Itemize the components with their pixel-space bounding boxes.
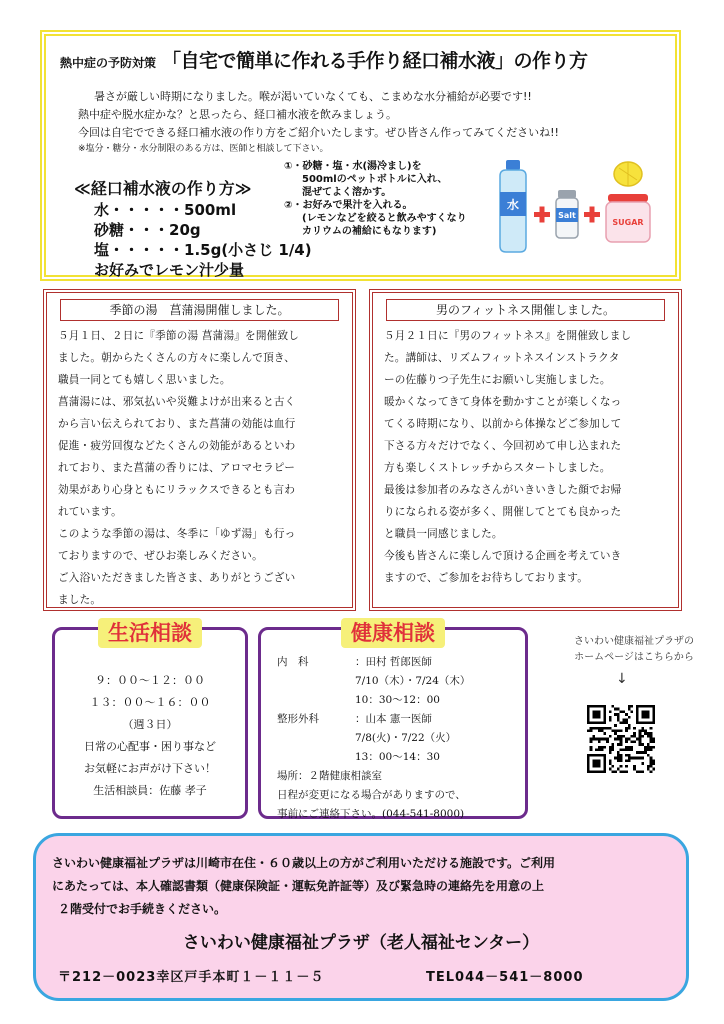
facility-address: 〒212－0023幸区戸手本町１－１１－５ <box>58 970 325 985</box>
consult-notice: 日程が変更になる場合がありますので、 <box>277 789 466 801</box>
svg-text:水: 水 <box>506 198 520 212</box>
qr-caption-line: さいわい健康福祉プラザの <box>574 636 694 647</box>
dept-label: 内 科 <box>277 656 309 668</box>
life-consultation-box <box>52 621 248 819</box>
article-title: 季節の湯 菖蒲湯開催しました。 <box>60 299 339 321</box>
qr-caption <box>552 634 716 666</box>
article-line: ーの佐藤りつ子先生にお願いし実施しました。 <box>384 374 611 386</box>
intro-line: 今回は自宅でできる経口補水液の作り方をご紹介いたします。ぜひ皆さん作ってみてくださいね!! <box>78 126 559 139</box>
article-mens-fitness <box>369 289 682 611</box>
life-consultation-label: 生活相談 <box>98 618 202 648</box>
health-consultation-box <box>258 621 528 820</box>
article-line: れています。 <box>58 506 122 518</box>
consult-place: 場所：２階健康相談室 <box>277 770 382 782</box>
recipe-item: お好みでレモン汁少量 <box>94 261 245 279</box>
schedule-dates: 7/10（木）・7/24（木） <box>355 675 471 687</box>
heatstroke-section <box>40 30 681 281</box>
article-line: ておりますので、ぜひお楽しみください。 <box>58 550 263 562</box>
article-line: りになられる姿が多く、開催してとても良かった <box>384 506 622 518</box>
homepage-qr-code[interactable] <box>587 705 655 773</box>
article-line: ５月１日、２日に『季節の湯 菖蒲湯』を開催致し <box>58 330 300 342</box>
heading-prefix: 熱中症の予防対策 <box>60 56 157 70</box>
plus-icon <box>534 207 550 223</box>
article-line: 菖蒲湯には、邪気払いや災難よけが出来ると古く <box>58 396 296 408</box>
article-line: このような季節の湯は、冬季に「ゆず湯」も行っ <box>58 528 296 540</box>
water-bottle-icon <box>500 160 526 252</box>
schedule-dates: 7/8(火)・7/22（火） <box>355 732 457 744</box>
salt-shaker-icon <box>556 190 578 238</box>
heatstroke-heading <box>60 46 588 73</box>
article-line: た。講師は、リズムフィットネスインストラクタ <box>384 352 620 364</box>
step-line: ①・砂糖・塩・水(湯冷まし)を <box>284 161 422 172</box>
intro-text <box>70 88 670 156</box>
recipe <box>74 176 312 280</box>
schedule-time: 10：30～12：00 <box>355 694 440 706</box>
life-consult-line: お気軽にお声がけ下さい！ <box>84 762 216 775</box>
life-consult-line: ９：００～１２：００ <box>95 674 205 687</box>
intro-line: 熱中症や脱水症かな？と思ったら、経口補水液を飲みましょう。 <box>78 108 397 121</box>
down-arrow-icon: ↓ <box>616 671 628 687</box>
article-line: 暖かくなってきて身体を動かすことが楽しくなっ <box>384 396 622 408</box>
article-line: から言い伝えられており、また菖蒲の効能は血行 <box>58 418 296 430</box>
plus-icon <box>584 207 600 223</box>
step-line: カリウムの補給にもなります) <box>302 226 437 237</box>
recipe-title: ≪経口補水液の作り方≫ <box>74 179 252 198</box>
article-line: 職員一同とても嬉しく思いました。 <box>58 374 231 386</box>
step-line: 500mlのペットボトルに入れ、 <box>302 174 448 185</box>
usage-line: にあたっては、本人確認書類（健康保険証・運転免許証等）及び緊急時の連絡先を用意の上 <box>52 879 545 893</box>
recipe-item: 塩・・・・・1.5g(小さじ 1/4) <box>94 241 312 259</box>
recipe-item: 砂糖・・・20g <box>94 221 201 239</box>
doctor-name: ：田村 哲郎医師 <box>355 656 432 668</box>
recipe-steps <box>284 160 467 238</box>
article-line: 最後は参加者のみなさんがいきいきした顔でお帰 <box>384 484 622 496</box>
health-consultation-body <box>277 653 519 824</box>
internal-medicine-row <box>277 653 519 672</box>
svg-text:Salt: Salt <box>558 211 576 220</box>
article-line: 方も楽しくストレッチからスタートしました。 <box>384 462 611 474</box>
article-line: てくる時期になり、以前から体操などご参加して <box>384 418 622 430</box>
article-line: ５月２１日に『男のフィットネス』を開催致しまし <box>384 330 632 342</box>
dept-label: 整形外科 <box>277 713 319 725</box>
usage-line: ２階受付でお手続きください。 <box>58 902 227 916</box>
article-body <box>58 325 344 611</box>
orthopedics-row <box>277 710 519 729</box>
article-line: と職員一同感じました。 <box>384 528 503 540</box>
intro-line: 暑さが厳しい時期になりました。喉が渇いていなくても、こまめな水分補給が必要です!! <box>94 90 532 103</box>
intro-note: ※塩分・糖分・水分制限のある方は、医師と相談して下さい。 <box>78 144 329 154</box>
recipe-item: 水・・・・・500ml <box>94 201 237 219</box>
life-consult-line: 日常の心配事・困り事など <box>84 740 216 753</box>
life-consultation-body <box>55 670 245 802</box>
article-line: ご入浴いただきました皆さま、ありがとうござい <box>58 572 296 584</box>
life-consult-line: （週３日） <box>122 718 178 731</box>
step-line: (レモンなどを絞ると飲みやすくなり <box>302 213 467 224</box>
article-line: れており、また菖蒲の香りには、アロマセラピー <box>58 462 296 474</box>
usage-line: さいわい健康福祉プラザは川崎市在住・６０歳以上の方がご利用いただける施設です。ご利用 <box>52 856 556 870</box>
schedule-time: 13：00～14：30 <box>355 751 440 763</box>
facility-usage-note <box>52 852 555 921</box>
svg-text:SUGAR: SUGAR <box>612 218 644 227</box>
doctor-name: ：山本 憲一医師 <box>355 713 432 725</box>
ingredients-illustration <box>494 154 670 254</box>
qr-caption-line: ホームページはこちらから <box>574 652 694 663</box>
article-line: 下さる方々だけでなく、今回初めて申し込まれた <box>384 440 622 452</box>
facility-info-box <box>33 833 689 1001</box>
consult-notice: 事前にご連絡下さい。(044-541-8000) <box>277 808 465 820</box>
article-line: ますので、ご参加をお待ちしております。 <box>384 572 589 584</box>
article-line: ました。 <box>58 594 102 606</box>
step-line: 混ぜてよく溶かす。 <box>302 187 392 198</box>
article-shobu-bath <box>43 289 356 611</box>
facility-name: さいわい健康福祉プラザ（老人福祉センター） <box>182 933 540 953</box>
article-line: 今後も皆さんに楽しんで頂ける企画を考えていき <box>384 550 622 562</box>
article-line: 促進・疲労回復などたくさんの効能があるといわ <box>58 440 296 452</box>
step-line: ②・お好みで果汁を入れる。 <box>284 200 413 211</box>
article-line: ました。朝からたくさんの方々に楽しんで頂き、 <box>58 352 296 364</box>
article-body <box>384 325 670 589</box>
facility-phone[interactable]: TEL044－541－8000 <box>426 970 584 985</box>
life-consult-line: 生活相談員：佐藤 孝子 <box>93 784 207 797</box>
health-consultation-label: 健康相談 <box>341 618 445 648</box>
sugar-jar-icon <box>606 162 650 242</box>
article-title: 男のフィットネス開催しました。 <box>386 299 665 321</box>
heading-title: 「自宅で簡単に作れる手作り経口補水液」の作り方 <box>162 50 588 72</box>
life-consult-line: １３：００～１６：００ <box>89 696 211 709</box>
article-line: 効果があり心身ともにリラックスできるとも言わ <box>58 484 296 496</box>
